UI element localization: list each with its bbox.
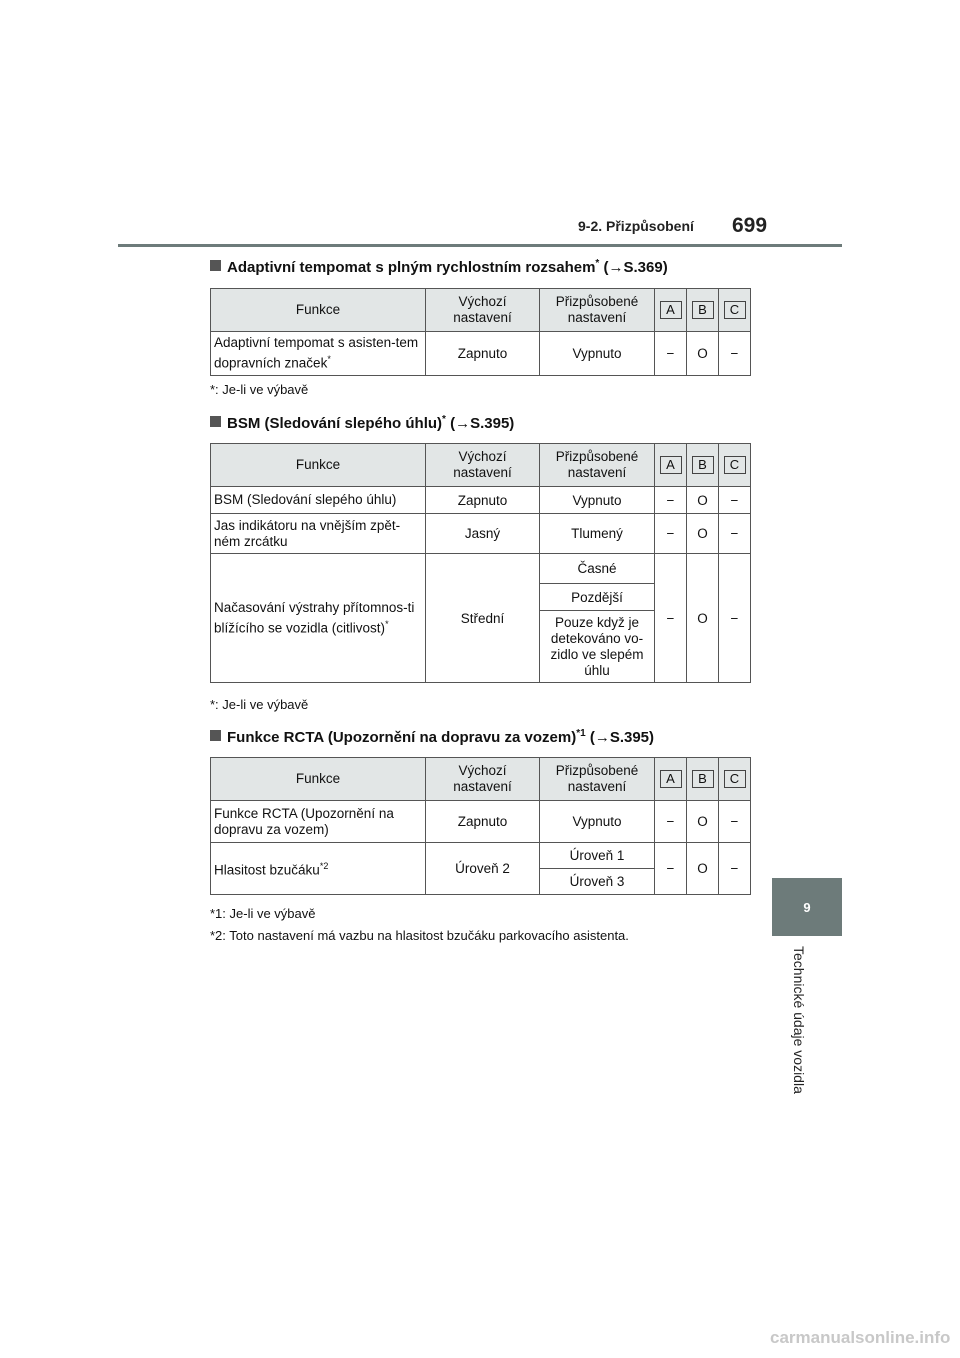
mode-b-icon: B xyxy=(692,770,714,788)
section3-footnote1: *1: Je-li ve výbavě xyxy=(210,906,316,921)
chapter-number: 9 xyxy=(803,899,811,915)
col-vychozi: Výchozí nastavení xyxy=(426,758,540,801)
col-funkce: Funkce xyxy=(211,444,426,487)
section2-heading: BSM (Sledování slepého úhlu)* (→S.395) xyxy=(210,414,514,432)
table-row: BSM (Sledování slepého úhlu) Zapnuto Vypnuto − O − xyxy=(211,487,751,514)
col-vychozi: Výchozí nastavení xyxy=(426,444,540,487)
table-row: Načasování výstrahy přítomnos-ti blížícího se vozidla (citlivost)* Střední Časné − O − xyxy=(211,554,751,584)
section3-heading: Funkce RCTA (Upozornění na dopravu za vozem)$^{*1}$ (→S.395) xyxy=(210,728,654,746)
section1-table xyxy=(210,288,751,376)
table-row: Hlasitost bzučáku$^{*2}$ Úroveň 2 Úroveň 1 − O − xyxy=(211,843,751,869)
table-row: Adaptivní tempomat s asisten-tem dopravních značek* Zapnuto Vypnuto − O − xyxy=(211,332,751,376)
section1-heading: Adaptivní tempomat s plným rychlostním rozsahem* (→S.369) xyxy=(210,258,668,276)
mode-a-icon: A xyxy=(660,456,682,474)
table-row: Funkce RCTA (Upozornění na dopravu za vozem) Zapnuto Vypnuto − O − xyxy=(211,801,751,843)
col-prizpusobene: Přizpůsobené nastavení xyxy=(540,289,655,332)
col-prizpusobene: Přizpůsobené nastavení xyxy=(540,758,655,801)
col-funkce: Funkce xyxy=(211,758,426,801)
mode-b-icon: B xyxy=(692,456,714,474)
section1-footnote: *: Je-li ve výbavě xyxy=(210,382,309,397)
mode-c-icon: C xyxy=(724,456,746,474)
col-funkce: Funkce xyxy=(211,289,426,332)
section2-footnote: *: Je-li ve výbavě xyxy=(210,697,309,712)
mode-a-icon: A xyxy=(660,301,682,319)
col-prizpusobene: Přizpůsobené nastavení xyxy=(540,444,655,487)
square-bullet-icon xyxy=(210,260,221,271)
chapter-tab[interactable] xyxy=(772,878,842,936)
section2-table xyxy=(210,443,751,683)
mode-b-icon: B xyxy=(692,301,714,319)
watermark: carmanualsonline.info xyxy=(770,1328,951,1347)
section3-footnote2: *2: Toto nastavení má vazbu na hlasitost bzučáku parkovacího asistenta. xyxy=(210,928,629,943)
header-rule xyxy=(118,244,842,247)
square-bullet-icon xyxy=(210,730,221,741)
mode-c-icon: C xyxy=(724,301,746,319)
table-row: Úroveň 3 xyxy=(211,869,751,895)
col-vychozi: Výchozí nastavení xyxy=(426,289,540,332)
page-number: 699 xyxy=(732,214,768,237)
table-row: Pozdější xyxy=(211,584,751,611)
section-title: 9-2. Přizpůsobení xyxy=(578,218,694,234)
table-row: Jas indikátoru na vnějším zpět-ném zrcátku Jasný Tlumený − O − xyxy=(211,514,751,554)
mode-a-icon: A xyxy=(660,770,682,788)
section3-table xyxy=(210,757,751,895)
table-row: Pouze když je detekováno vo-zidlo ve slepém úhlu xyxy=(211,611,751,683)
mode-c-icon: C xyxy=(724,770,746,788)
chapter-title: Technické údaje vozidla xyxy=(791,946,807,1094)
square-bullet-icon xyxy=(210,416,221,427)
